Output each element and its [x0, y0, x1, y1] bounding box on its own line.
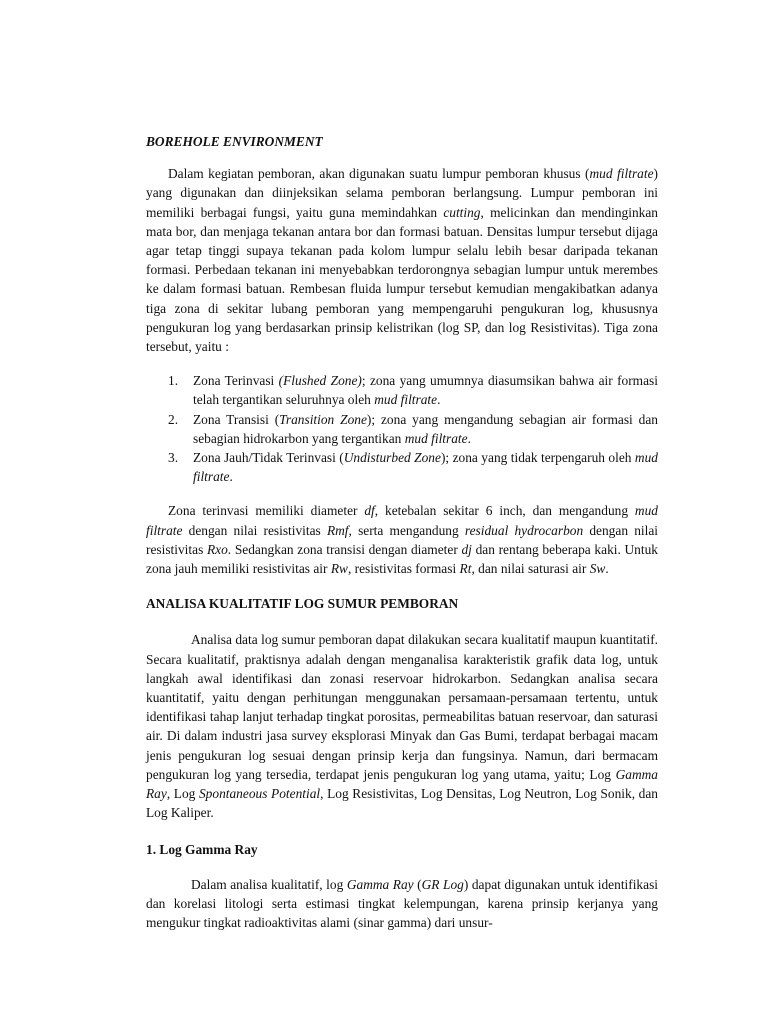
italic-term: mud filtrate	[193, 450, 658, 485]
italic-term: Rxo	[206, 541, 228, 557]
italic-term: Spontaneous Potential	[198, 786, 321, 802]
zone-list	[146, 371, 658, 486]
paragraph-gamma-ray	[146, 875, 658, 933]
italic-term: Rmf	[326, 522, 349, 538]
italic-term: mud filtrate	[146, 503, 658, 538]
text-span: Zona terinvasi memiliki diameter	[168, 503, 365, 519]
section-heading-log-gamma-ray: 1. Log Gamma Ray	[146, 841, 258, 857]
italic-term: Gamma Ray	[146, 766, 658, 802]
italic-term: df	[364, 503, 375, 519]
italic-term: (Flushed Zone)	[278, 373, 362, 389]
italic-term: mud filtrate	[404, 430, 468, 446]
text-span: .	[467, 430, 471, 446]
text-span: Zona Transisi (	[193, 411, 280, 427]
text-span: .	[437, 392, 441, 408]
italic-term: Sw	[589, 561, 606, 577]
text-span: Zona Terinvasi	[193, 373, 279, 389]
section-heading-borehole-environment: BOREHOLE ENVIRONMENT	[146, 134, 323, 149]
paragraph-zone-properties	[146, 501, 658, 578]
paragraph-borehole-intro	[146, 164, 658, 356]
text-span: ); zona yang tidak terpengaruh oleh	[440, 450, 635, 466]
text-span: , Log	[166, 786, 199, 802]
italic-term: Rt	[459, 561, 472, 577]
text-span: Dalam analisa kualitatif, log	[191, 876, 347, 892]
italic-term: cutting	[443, 204, 481, 220]
text-span: dan rentang beberapa kaki. Untuk zona jauh memiliki resistivitas air	[146, 541, 658, 577]
text-span: . Sedangkan zona transisi dengan diameter	[227, 541, 462, 557]
italic-term: Rw	[330, 561, 348, 577]
text-span: .	[229, 469, 233, 485]
text-span: ; zona yang umumnya diasumsikan bahwa air formasi telah tergantikan seluruhnya oleh	[193, 373, 658, 408]
text-span: ) yang digunakan dan diinjeksikan selama pemboran berlangsung. Lumpur pemboran ini memiliki berbagai fungsi, yaitu guna memindahkan	[146, 166, 658, 220]
text-span: ) dapat digunakan untuk identifikasi dan korelasi litologi serta estimasi tingkat kelempungan, karena prinsip kerjanya yang mengukur tingkat radioaktivitas alami (sinar gamma) dari unsur-	[146, 876, 659, 931]
text-span: .	[605, 561, 609, 577]
italic-term: residual hydrocarbon	[464, 522, 584, 538]
list-item-zone-1	[146, 371, 658, 409]
list-number: 2.	[168, 411, 179, 427]
text-span: dengan nilai resistivitas	[182, 522, 327, 538]
italic-term: Gamma Ray	[346, 876, 414, 892]
document-page	[146, 132, 658, 932]
text-span: ); zona yang mengandung sebagian air formasi dan sebagian hidrokarbon yang tergantikan	[193, 411, 658, 446]
text-span: , melicinkan dan mendinginkan mata bor, dan menjaga tekanan antara bor dan formasi batuan. Densitas lumpur tersebut dijaga agar tetap tinggi supaya tekanan pada kolom lumpur selalu lebih besar daripada tekanan formasi. Perbedaan tekanan ini menyebabkan terdorongnya sebagian lumpur untuk merembes ke dalam formasi batuan. Rembesan fluida lumpur tersebut kemudian mengakibatkan adanya tiga zona di sekitar lubang pemboran yang mempengaruhi pengukuran log, khususnya pengukuran log yang berdasarkan prinsip kelistrikan (log SP, dan log Resistivitas). Tiga zona tersebut, yaitu :	[146, 204, 658, 355]
text-span: , serta mengandung	[348, 522, 465, 538]
italic-term: mud filtrate	[374, 392, 438, 408]
section-heading-analisa-kualitatif: ANALISA KUALITATIF LOG SUMUR PEMBORAN	[146, 596, 459, 612]
italic-term: GR Log	[421, 876, 464, 892]
text-span: Analisa data log sumur pemboran dapat dilakukan secara kualitatif maupun kuantitatif. Secara kualitatif, praktisnya adalah dengan menganalisa karakteristik grafik data log, untuk langkah awal identifikasi dan zonasi reservoar hidrokarbon. Sedangkan analisa secara kuantitatif, yaitu dengan perhitungan menggunakan persamaan-persamaan tertentu, untuk identifikasi tahap lanjut terhadap tingkat porositas, permeabilitas batuan reservoar, dan saturasi air. Di dalam industri jasa survey eksplorasi Minyak dan Gas Bumi, terdapat berbagai macam jenis pengukuran log sesuai dengan prinsip kerja dan fungsinya. Namun, dari bermacam pengukuran log yang tersedia, terdapat jenis pengukuran log yang utama, yaitu; Log	[146, 632, 658, 782]
list-item-zone-3	[146, 448, 658, 486]
list-number: 1.	[168, 373, 179, 389]
text-span: , resistivitas formasi	[347, 561, 460, 577]
text-span: dengan nilai resistivitas	[146, 522, 658, 557]
italic-term: Undisturbed Zone	[343, 450, 441, 466]
text-span: (	[413, 876, 422, 892]
list-item-zone-2	[146, 410, 658, 448]
italic-term: Transition Zone	[279, 411, 367, 427]
text-span: Dalam kegiatan pemboran, akan digunakan suatu lumpur pemboran khusus (	[168, 166, 590, 182]
italic-term: mud filtrate	[589, 166, 654, 182]
text-span: , dan nilai saturasi air	[471, 561, 590, 577]
list-number: 3.	[168, 450, 179, 466]
text-span: Zona Jauh/Tidak Terinvasi (	[193, 450, 344, 466]
paragraph-analisa	[146, 630, 658, 822]
italic-term: dj	[461, 541, 472, 557]
text-span: , Log Resistivitas, Log Densitas, Log Neutron, Log Sonik, dan Log Kaliper.	[146, 786, 658, 821]
text-span: , ketebalan sekitar 6 inch, dan mengandung	[374, 503, 635, 519]
